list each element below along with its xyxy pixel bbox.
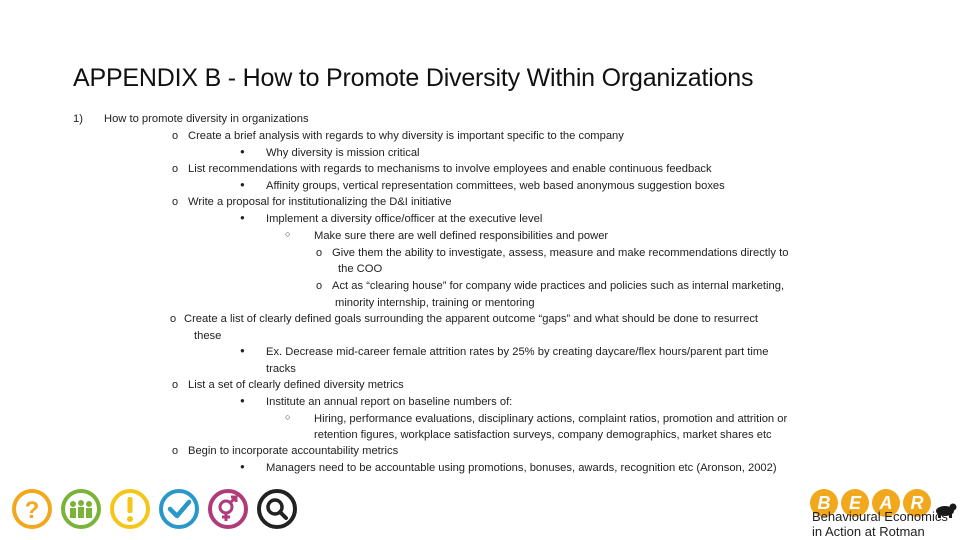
list-marker: o xyxy=(172,163,179,175)
list-item: Write a proposal for institutionalizing the D&I initiative xyxy=(188,196,452,208)
exclamation-icon xyxy=(108,487,152,531)
list-item-continuation: tracks xyxy=(266,363,296,375)
list-item: Managers need to be accountable using promotions, bonuses, awards, recognition etc (Aronson, 2002) xyxy=(266,462,777,474)
list-item: Begin to incorporate accountability metrics xyxy=(188,445,399,457)
list-bullet: ● xyxy=(240,147,245,156)
slide-title: APPENDIX B - How to Promote Diversity Within Organizations xyxy=(73,64,754,92)
bear-letter: E xyxy=(848,493,862,513)
svg-text:?: ? xyxy=(24,497,40,524)
list-item: Institute an annual report on baseline numbers of: xyxy=(266,396,513,408)
bear-letter: B xyxy=(817,493,831,513)
bear-letter: R xyxy=(910,493,924,513)
gender-icon xyxy=(206,487,250,531)
magnifier-icon xyxy=(255,487,299,531)
list-item: Create a list of clearly defined goals surrounding the apparent outcome “gaps” and what should be done to resurrect xyxy=(184,313,759,325)
list-marker: o xyxy=(170,313,177,325)
list-item: List a set of clearly defined diversity metrics xyxy=(188,379,404,391)
list-bullet: ● xyxy=(240,213,245,222)
list-item-continuation: these xyxy=(194,330,222,342)
list-bullet: ● xyxy=(240,462,245,471)
bear-subtitle-line1: Behavioural Economics xyxy=(812,509,948,524)
list-bullet: ● xyxy=(240,346,245,355)
list-marker: o xyxy=(172,130,179,142)
bear-subtitle-line2: in Action at Rotman xyxy=(812,524,925,539)
list-item-continuation: retention figures, workplace satisfaction surveys, company demographics, market shares etc xyxy=(314,429,772,441)
list-item: Ex. Decrease mid-career female attrition rates by 25% by creating daycare/flex hours/parent part time xyxy=(266,346,769,358)
list-item: Affinity groups, vertical representation committees, web based anonymous suggestion boxes xyxy=(266,180,725,192)
list-number: 1) xyxy=(73,113,83,125)
list-item: Create a brief analysis with regards to why diversity is important specific to the company xyxy=(188,130,624,142)
list-item-continuation: the COO xyxy=(338,263,383,275)
list-item: Implement a diversity office/officer at the executive level xyxy=(266,213,543,225)
list-bullet: ● xyxy=(240,396,245,405)
list-item: Act as “clearing house” for company wide practices and policies such as internal marketing, xyxy=(332,280,785,292)
list-item: Make sure there are well defined responsibilities and power xyxy=(314,230,609,242)
list-item: List recommendations with regards to mechanisms to involve employees and enable continuous feedback xyxy=(188,163,712,175)
list-marker: o xyxy=(316,280,323,292)
question-icon xyxy=(10,487,54,531)
list-item: Hiring, performance evaluations, disciplinary actions, complaint ratios, promotion and attrition or xyxy=(314,413,788,425)
list-bullet: ● xyxy=(240,180,245,189)
list-marker: o xyxy=(172,196,179,208)
checkmark-icon xyxy=(157,487,201,531)
list-item: How to promote diversity in organizations xyxy=(104,113,309,125)
list-marker: o xyxy=(172,445,179,457)
list-item-continuation: minority internship, training or mentoring xyxy=(335,297,535,309)
list-marker: o xyxy=(316,247,323,259)
people-group-icon xyxy=(59,487,103,531)
bear-letter: A xyxy=(879,493,893,513)
list-circle: ○ xyxy=(285,412,291,422)
list-circle: ○ xyxy=(285,229,291,239)
list-item: Why diversity is mission critical xyxy=(266,147,420,159)
list-marker: o xyxy=(172,379,179,391)
icon-row xyxy=(10,487,300,535)
list-item: Give them the ability to investigate, assess, measure and make recommendations directly to xyxy=(332,247,789,259)
